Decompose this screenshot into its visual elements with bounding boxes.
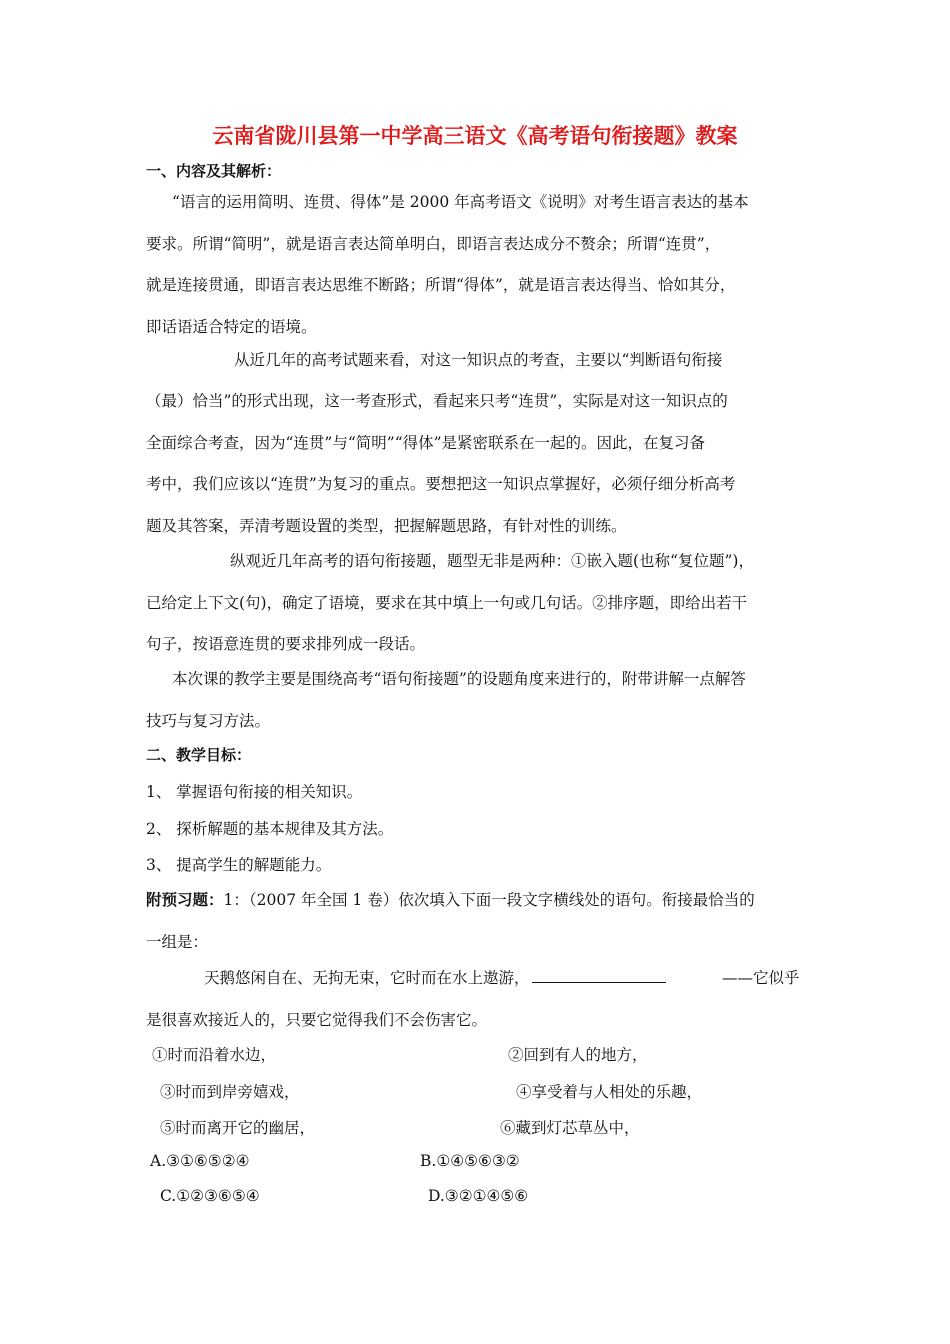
passage-text-tail: ——它似乎 (722, 969, 800, 987)
paragraph-line: 从近几年的高考试题来看，对这一知识点的考查，主要以“判断语句衔接 (234, 351, 723, 369)
exercise-question-text: 1：（2007 年全国 1 卷）依次填入下面一段文字横线处的语句。衔接最恰当的 (223, 891, 755, 909)
option-item: ②回到有人的地方， (508, 1046, 648, 1064)
paragraph-line: 即话语适合特定的语境。 (146, 318, 317, 336)
exercise-passage (204, 966, 666, 988)
exercise-question-cont: 一组是： (146, 933, 209, 951)
passage-text-line2: 是很喜欢接近人的，只要它觉得我们不会伤害它。 (146, 1011, 488, 1029)
answer-choice: B.①④⑤⑥③② (420, 1152, 520, 1170)
paragraph-line: （最）恰当”的形式出现，这一考查形式，看起来只考“连贯”，实际是对这一知识点的 (146, 392, 728, 410)
option-item: ③时而到岸旁嬉戏， (160, 1083, 300, 1101)
section-heading-goals: 二、教学目标： (146, 746, 252, 764)
paragraph-line: 就是连接贯通，即语言表达思维不断路；所谓“得体”，就是语言表达得当、恰如其分， (146, 276, 736, 294)
paragraph-line: 纵观近几年高考的语句衔接题，题型无非是两种：①嵌入题(也称“复位题”)， (230, 552, 754, 570)
answer-choice: A.③①⑥⑤②④ (150, 1152, 250, 1170)
paragraph-line: 题及其答案，弄清考题设置的类型，把握解题思路，有针对性的训练。 (146, 517, 627, 535)
goal-item: 2、 探析解题的基本规律及其方法。 (146, 820, 394, 838)
passage-text: 天鹅悠闲自在、无拘无束，它时而在水上遨游， (204, 969, 530, 987)
paragraph-line: 技巧与复习方法。 (146, 712, 271, 730)
exercise-question (146, 888, 755, 910)
document-title: 云南省陇川县第一中学高三语文《高考语句衔接题》教案 (212, 124, 738, 148)
paragraph-line: 本次课的教学主要是围绕高考“语句衔接题”的设题角度来进行的，附带讲解一点解答 (172, 670, 746, 688)
option-item: ⑤时而离开它的幽居， (160, 1119, 316, 1137)
answer-blank (532, 968, 666, 983)
answer-choice: C.①②③⑥⑤④ (160, 1187, 260, 1205)
exercise-label: 附预习题： (146, 891, 224, 909)
answer-choice: D.③②①④⑤⑥ (428, 1187, 529, 1205)
paragraph-line: “语言的运用简明、连贯、得体”是 2000 年高考语文《说明》对考生语言表达的基本 (172, 193, 749, 211)
paragraph-line: 句子，按语意连贯的要求排列成一段话。 (146, 635, 426, 653)
paragraph-line: 已给定上下文(句)，确定了语境，要求在其中填上一句或几句话。②排序题，即给出若干 (146, 594, 748, 612)
paragraph-line: 全面综合考查，因为“连贯”与“简明”“得体”是紧密联系在一起的。因此，在复习备 (146, 434, 706, 452)
goal-item: 3、 提高学生的解题能力。 (146, 856, 332, 874)
section-heading-content: 一、内容及其解析： (146, 162, 282, 180)
paragraph-line: 要求。所谓“简明”，就是语言表达简单明白，即语言表达成分不赘余；所谓“连贯”， (146, 235, 721, 253)
option-item: ⑥藏到灯芯草丛中， (500, 1119, 640, 1137)
goal-item: 1、 掌握语句衔接的相关知识。 (146, 783, 363, 801)
paragraph-line: 考中，我们应该以“连贯”为复习的重点。要想把这一知识点掌握好，必须仔细分析高考 (146, 475, 736, 493)
option-item: ④享受着与人相处的乐趣， (516, 1083, 703, 1101)
option-item: ①时而沿着水边， (152, 1046, 277, 1064)
